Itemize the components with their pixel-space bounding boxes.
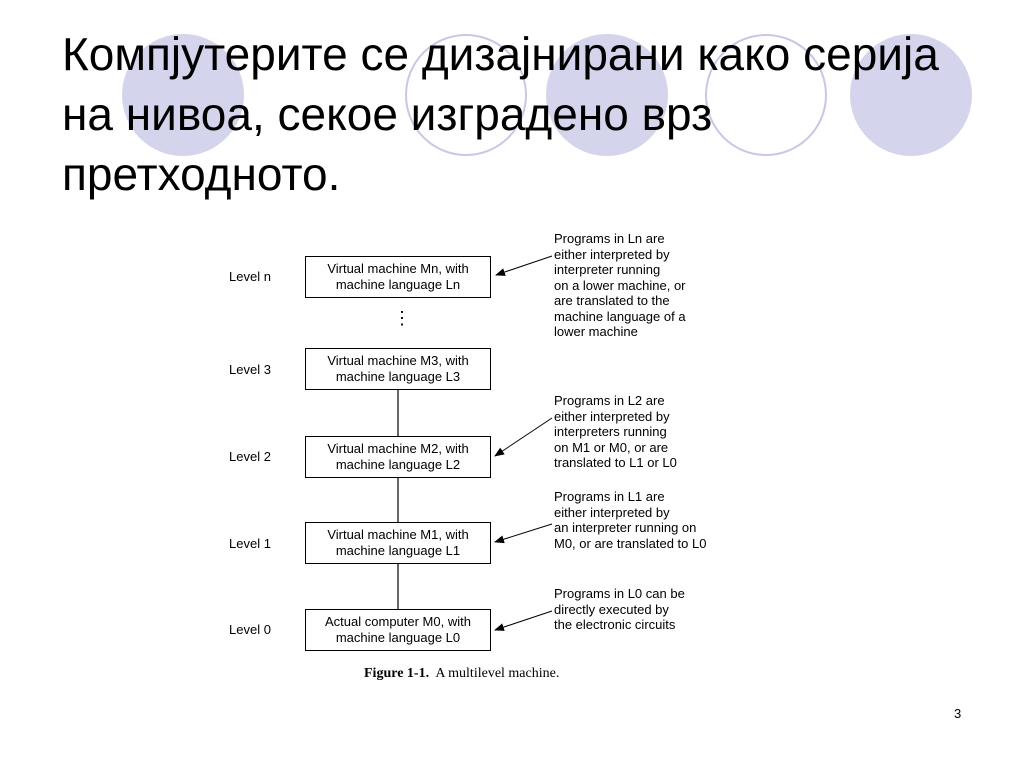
box-line: machine language L1 bbox=[335, 543, 461, 558]
note-line: Programs in Ln are bbox=[554, 231, 665, 246]
slide-title: Компјутерите се дизајнирани како серија на нивоа, секое изградено врз претходното. bbox=[62, 28, 939, 200]
note-line: M0, or are translated to L0 bbox=[554, 535, 707, 551]
caption-label: Figure 1-1. bbox=[364, 666, 430, 681]
level-note bbox=[554, 489, 706, 551]
box-line: Actual computer M0, with bbox=[325, 614, 471, 629]
note-line: an interpreter running on bbox=[554, 520, 697, 535]
level-label: Level 2 bbox=[229, 449, 271, 464]
box-line: machine language L3 bbox=[335, 369, 461, 384]
note-line: Programs in L1 are bbox=[554, 489, 665, 504]
box-line: Virtual machine M2, with bbox=[327, 441, 469, 456]
level-note bbox=[554, 393, 677, 471]
level-label: Level 3 bbox=[229, 362, 271, 377]
note-arrow bbox=[495, 611, 552, 630]
box-line: Virtual machine M1, with bbox=[327, 527, 469, 542]
level-label: Level 0 bbox=[229, 622, 271, 637]
level-label: Level n bbox=[229, 269, 271, 284]
note-line: either interpreted by bbox=[554, 246, 670, 262]
level-box bbox=[305, 436, 491, 478]
level-note bbox=[554, 231, 686, 340]
box-line: machine language L2 bbox=[335, 457, 461, 472]
note-line: Programs in L0 can be bbox=[554, 586, 685, 601]
note-line: either interpreted by bbox=[554, 408, 670, 424]
figure-caption bbox=[364, 666, 559, 682]
box-line: machine language L0 bbox=[335, 630, 461, 645]
ellipsis-dots: ⋮ bbox=[393, 308, 411, 328]
note-arrow bbox=[496, 256, 552, 275]
level-label: Level 1 bbox=[229, 536, 271, 551]
caption-text: A multilevel machine. bbox=[435, 666, 560, 681]
note-line: on M1 or M0, or are bbox=[554, 439, 669, 455]
note-line: lower machine bbox=[554, 324, 638, 339]
level-box bbox=[305, 348, 491, 390]
note-arrow bbox=[495, 524, 552, 542]
note-arrow bbox=[495, 418, 552, 456]
level-box bbox=[305, 522, 491, 564]
box-line: machine language Ln bbox=[335, 277, 461, 292]
level-box bbox=[305, 609, 491, 651]
level-box bbox=[305, 256, 491, 298]
note-line: the electronic circuits bbox=[554, 617, 676, 632]
note-line: interpreter running bbox=[554, 262, 661, 277]
note-line: directly executed by bbox=[554, 601, 669, 617]
note-line: Programs in L2 are bbox=[554, 393, 665, 408]
box-line: Virtual machine Mn, with bbox=[327, 261, 469, 276]
note-line: machine language of a bbox=[554, 308, 686, 324]
box-line: Virtual machine M3, with bbox=[327, 353, 469, 368]
page-number: 3 bbox=[954, 706, 962, 721]
note-line: either interpreted by bbox=[554, 504, 670, 520]
note-line: are translated to the bbox=[554, 293, 670, 308]
level-note bbox=[554, 586, 685, 633]
note-line: on a lower machine, or bbox=[554, 277, 686, 293]
note-line: translated to L1 or L0 bbox=[554, 455, 677, 470]
note-line: interpreters running bbox=[554, 424, 667, 439]
